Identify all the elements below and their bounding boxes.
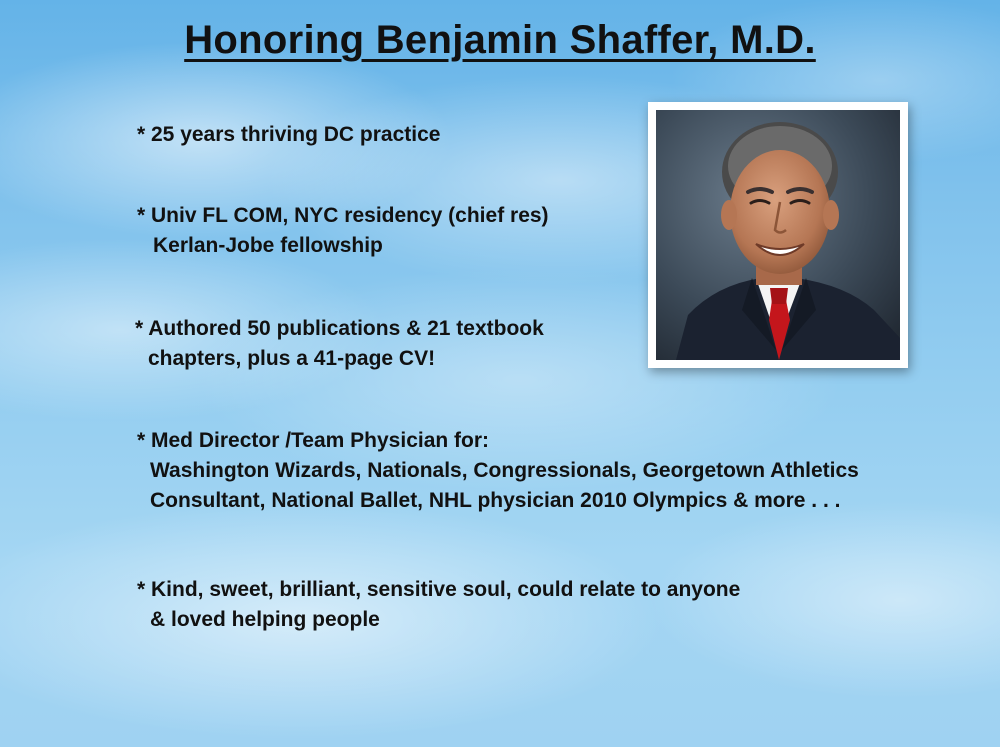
portrait-photo-icon [656, 110, 900, 360]
bullet-line: * Authored 50 publications & 21 textbook [135, 317, 544, 340]
bullet-practice [137, 120, 440, 150]
bullet-line: * 25 years thriving DC practice [137, 123, 441, 146]
bullet-team-physician [137, 426, 859, 516]
bullet-character [137, 575, 740, 635]
bullet-line: chapters, plus a 41-page CV! [148, 347, 436, 370]
bullet-line: Consultant, National Ballet, NHL physician 2010 Olympics & more . . . [150, 489, 841, 512]
bullet-line: Kerlan-Jobe fellowship [153, 234, 383, 257]
bullet-line: * Kind, sweet, brilliant, sensitive soul, could relate to anyone [137, 578, 741, 601]
slide-title-text: Honoring Benjamin Shaffer, M.D. [184, 18, 816, 62]
bullet-line: * Univ FL COM, NYC residency (chief res) [137, 204, 549, 227]
bullet-line: & loved helping people [150, 608, 380, 631]
bullet-line: * Med Director /Team Physician for: [137, 429, 490, 452]
photo-frame [648, 102, 908, 368]
bullet-publications [135, 314, 544, 374]
bullet-line: Washington Wizards, Nationals, Congressionals, Georgetown Athletics [150, 459, 859, 482]
bullet-education [137, 201, 549, 261]
slide-title [0, 18, 1000, 63]
